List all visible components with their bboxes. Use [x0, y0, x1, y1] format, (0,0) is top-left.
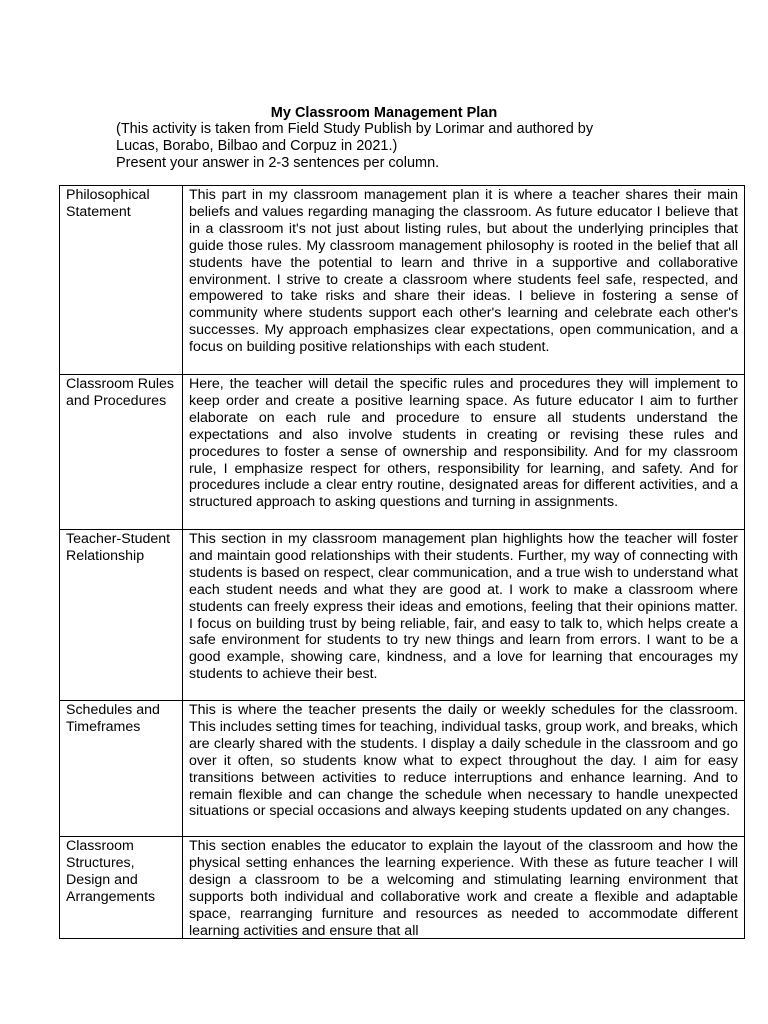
page-title: My Classroom Management Plan: [270, 105, 498, 121]
table-row: [60, 701, 745, 837]
row-text-teacher-student-relationship: This section in my classroom management plan highlights how the teacher will foster and maintain good relationships with their students. Further, my way of connecting with students is based on respect, clear communication, and a true wish to understand what each student needs and what they are good at. I work to make a classroom where students can freely express their ideas and emotions, feeling that their opinions matter. I focus on building trust by being reliable, fair, and easy to talk to, which helps create a safe environment for students to try new things and learn from errors. I want to be a good example, showing care, kindness, and a love for learning that encourages my students to achieve their best.: [183, 530, 745, 701]
intro-line: Lucas, Borabo, Bilbao and Corpuz in 2021.): [116, 138, 398, 154]
row-label-teacher-student-relationship: Teacher-Student Relationship: [60, 530, 183, 701]
row-label-rules-procedures: Classroom Rules and Procedures: [60, 375, 183, 530]
management-plan-table: [59, 185, 745, 939]
row-label-classroom-structures: Classroom Structures, Design and Arrangements: [60, 837, 183, 939]
row-text-schedules-timeframes: This is where the teacher presents the daily or weekly schedules for the classroom. This includes setting times for teaching, individual tasks, group work, and breaks, which are clearly shared with the students. I display a daily schedule in the classroom and go over it often, so students know what to expect throughout the day. I aim for easy transitions between activities to reduce interruptions and enhance learning. And to remain flexible and can change the schedule when necessary to handle unexpected situations or special occasions and always keeping students updated on any changes.: [183, 701, 745, 837]
table-row: [60, 530, 745, 701]
intro-line: Present your answer in 2-3 sentences per column.: [116, 155, 440, 171]
row-text-classroom-structures: This section enables the educator to explain the layout of the classroom and how the physical setting enhances the learning experience. With these as future teacher I will design a classroom to be a welcoming and stimulating learning environment that supports both individual and collaborative work and create a flexible and adaptable space, rearranging furniture and resources as needed to accommodate different learning activities and ensure that all: [183, 837, 745, 939]
table-row: [60, 375, 745, 530]
row-label-philosophical-statement: Philosophical Statement: [60, 186, 183, 375]
row-label-schedules-timeframes: Schedules and Timeframes: [60, 701, 183, 837]
row-text-rules-procedures: Here, the teacher will detail the specific rules and procedures they will implement to keep order and create a positive learning space. As future educator I aim to further elaborate on each rule and procedure to ensure all students understand the expectations and also involve students in creating or revising these rules and procedures to foster a sense of ownership and responsibility. And for my classroom rule, I emphasize respect for others, responsibility for learning, and safety. And for procedures include a clear entry routine, designated areas for different activities, and a structured approach to asking questions and turning in assignments.: [183, 375, 745, 530]
intro-line: (This activity is taken from Field Study Publish by Lorimar and authored by: [116, 121, 594, 137]
row-text-philosophical-statement: This part in my classroom management plan it is where a teacher shares their main beliefs and values regarding managing the classroom. As future educator I believe that in a classroom it's not just about listing rules, but about the underlying principles that guide those rules. My classroom management philosophy is rooted in the belief that all students have the potential to learn and thrive in a supportive and collaborative environment. I strive to create a classroom where students feel safe, respected, and empowered to take risks and share their ideas. I believe in fostering a sense of community where students support each other's learning and celebrate each other's successes. My approach emphasizes clear expectations, open communication, and a focus on building positive relationships with each student.: [183, 186, 745, 375]
intro-text: [116, 121, 656, 172]
table-row: [60, 186, 745, 375]
table-row: [60, 837, 745, 939]
